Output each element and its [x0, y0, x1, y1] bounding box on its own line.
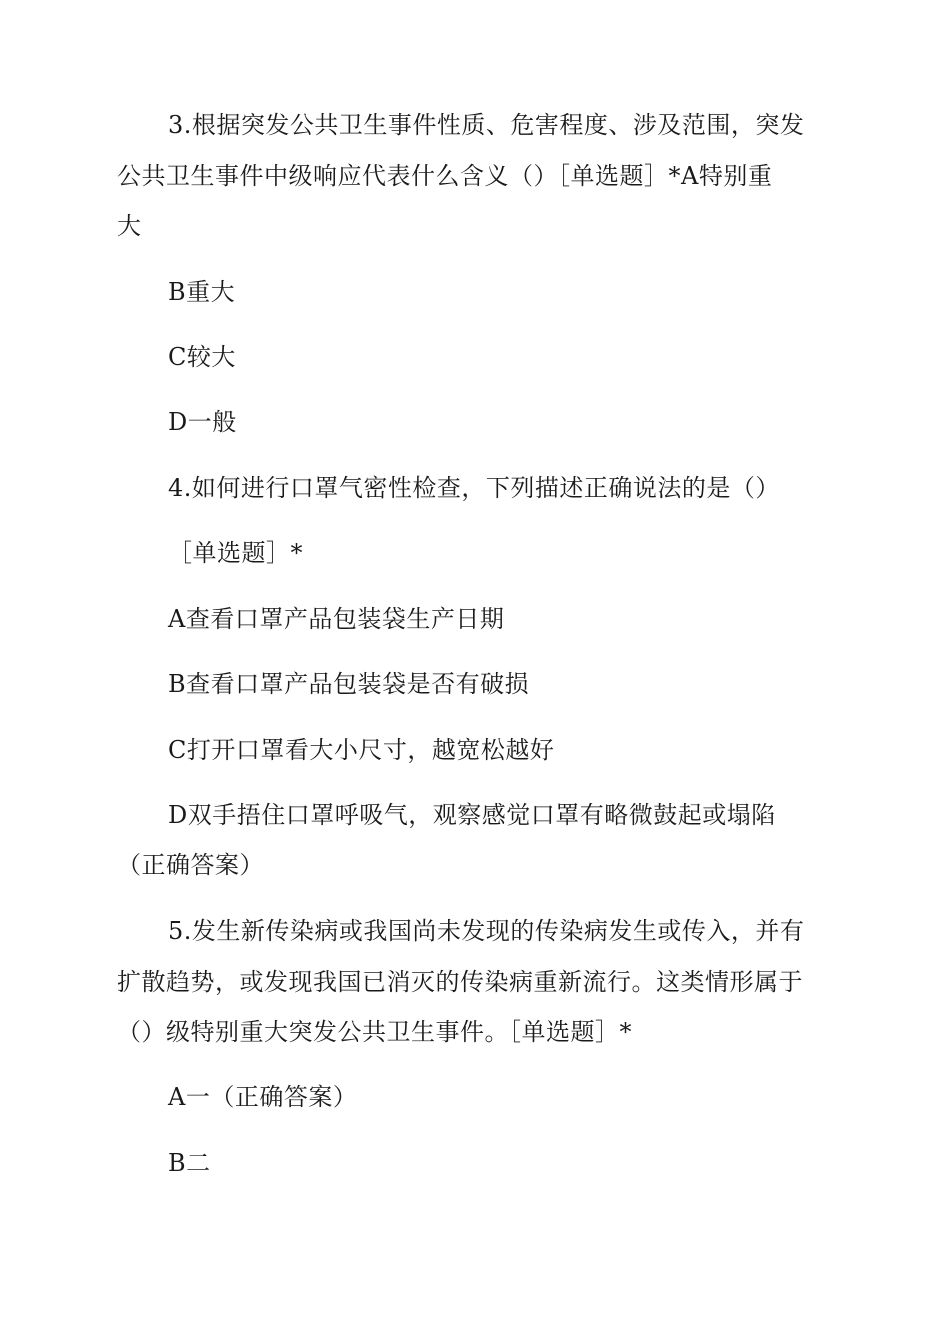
question-3-option-c: C较大	[168, 343, 236, 371]
question-5-line-1: 5.发生新传染病或我国尚未发现的传染病发生或传入，并有	[168, 917, 805, 945]
question-3-line-1: 3.根据突发公共卫生事件性质、危害程度、涉及范围，突发	[168, 111, 805, 139]
question-4-line-1: 4.如何进行口罩气密性检查，下列描述正确说法的是（）	[168, 474, 780, 502]
question-4-correct-answer-tag: （正确答案）	[117, 851, 264, 879]
question-4-option-a: A查看口罩产品包装袋生产日期	[168, 605, 505, 633]
question-5-option-a: A一（正确答案）	[168, 1083, 358, 1111]
question-4-option-c: C打开口罩看大小尺寸，越宽松越好	[168, 736, 555, 764]
question-5-line-2: 扩散趋势，或发现我国已消灭的传染病重新流行。这类情形属于	[117, 968, 803, 996]
question-3-line-2: 公共卫生事件中级响应代表什么含义（）［单选题］*A特别重	[117, 162, 773, 190]
question-3-option-b: B重大	[168, 278, 236, 306]
question-3-line-3: 大	[117, 212, 142, 240]
question-4-option-d: D双手捂住口罩呼吸气，观察感觉口罩有略微鼓起或塌陷	[168, 801, 776, 829]
question-4-line-2: ［单选题］*	[168, 539, 303, 567]
question-4-option-b: B查看口罩产品包装袋是否有破损	[168, 670, 530, 698]
question-5-option-b: B二	[168, 1149, 211, 1177]
question-5-line-3: （）级特别重大突发公共卫生事件。［单选题］*	[117, 1018, 632, 1046]
question-3-option-d: D一般	[168, 408, 237, 436]
